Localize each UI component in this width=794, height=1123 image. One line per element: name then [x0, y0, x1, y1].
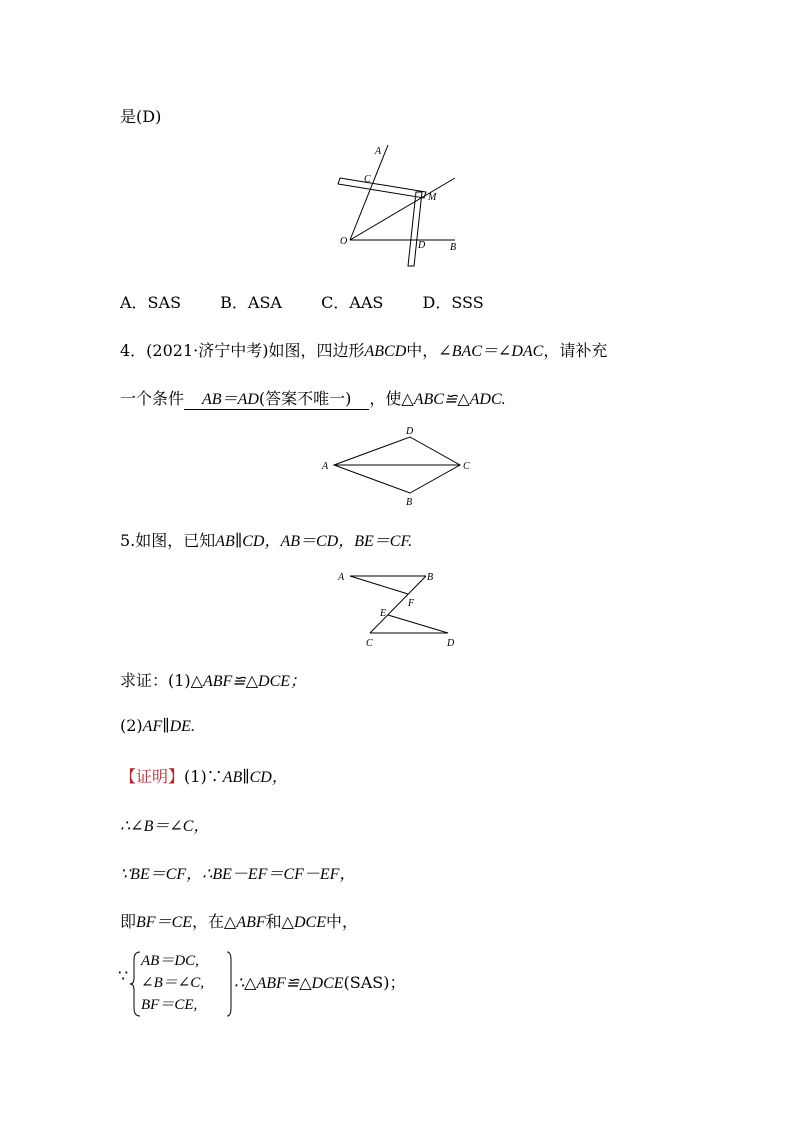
q4-suffix: ，请补充 — [543, 341, 608, 360]
label-b: B — [427, 572, 434, 583]
sys-conclusion-text: ∴△ABF≌△DCE — [234, 975, 344, 992]
proof-l1: AB∥CD， — [222, 769, 288, 786]
label-c: C — [364, 174, 371, 185]
label-a: A — [338, 572, 345, 583]
label-a: A — [322, 461, 329, 472]
q4-congruence: △ABC≌△ADC. — [401, 391, 506, 408]
option-c[interactable]: C．AAS — [321, 293, 384, 312]
label-d: D — [418, 240, 426, 251]
q4-line2-mid: ，使 — [369, 389, 402, 408]
proof-l4c: △DCE — [281, 914, 326, 931]
q4-figure — [318, 425, 478, 510]
prove-1: △ABF≌△DCE； — [190, 673, 307, 690]
proof-l4-prefix: 即 — [120, 912, 137, 931]
q5-prove-1 — [120, 668, 306, 691]
ray-om — [350, 178, 455, 240]
q5-prove-2 — [120, 716, 195, 736]
proof-line-4 — [120, 909, 358, 932]
q4-quad: ABCD — [364, 343, 407, 360]
q4-angle-eq: ∠BAC＝∠DAC — [438, 343, 544, 360]
ruler-2 — [408, 192, 422, 266]
ruler-1 — [338, 178, 426, 198]
label-a: A — [375, 146, 382, 157]
prove-2: AF∥DE. — [142, 718, 195, 735]
option-a[interactable]: A．SAS — [120, 293, 182, 312]
q4-mid: 中， — [406, 341, 439, 360]
sys-conclusion — [234, 970, 405, 993]
segment-af — [350, 576, 408, 594]
prove-2-prefix: (2) — [120, 716, 143, 735]
label-b: B — [450, 242, 457, 253]
proof-l1-prefix: (1)∵ — [184, 767, 223, 786]
q5-line — [120, 528, 412, 551]
proof-line-2: ∴∠B＝∠C， — [120, 818, 210, 835]
q4-line2 — [120, 386, 506, 410]
sys-eq-3: BF＝CE, — [141, 997, 198, 1013]
ray-oa — [350, 145, 388, 240]
proof-l4-and: 和 — [265, 912, 282, 931]
q3-answer-line: 是(D) — [120, 107, 162, 126]
proof-tag: 【证明】 — [120, 767, 185, 786]
option-d[interactable]: D．SSS — [422, 293, 484, 312]
label-o: O — [340, 236, 348, 247]
label-f: F — [408, 598, 415, 609]
q4-prefix: 4．(2021·济宁中考)如图，四边形 — [120, 341, 365, 360]
label-m: M — [428, 192, 437, 203]
sys-eq-2: ∠B＝∠C, — [141, 975, 205, 991]
label-d: D — [406, 426, 414, 437]
q4-blank-answer: AB＝AD — [202, 391, 259, 408]
q4-answer-blank[interactable] — [184, 386, 369, 410]
proof-l4-mid: ，在 — [192, 912, 225, 931]
q5-figure — [334, 566, 464, 651]
q5-given: AB∥CD，AB＝CD，BE＝CF. — [215, 533, 413, 550]
label-c: C — [366, 638, 373, 649]
proof-l4-suffix: 中， — [325, 912, 358, 931]
q3-options — [120, 290, 518, 313]
q4-line1 — [120, 338, 607, 361]
sys-since: ∵ — [118, 966, 129, 985]
q3-figure — [330, 140, 470, 270]
q4-line2-prefix: 一个条件 — [120, 389, 185, 408]
label-b: B — [406, 497, 413, 508]
proof-l4a: BF＝CE — [136, 914, 193, 931]
option-b[interactable]: B．ASA — [220, 293, 282, 312]
segment-ed — [388, 615, 448, 633]
right-brace — [226, 950, 234, 1018]
label-c: C — [463, 461, 470, 472]
proof-line-3: ∵BE＝CF，∴BE－EF＝CF－EF， — [120, 866, 356, 883]
prove-prefix: 求证：(1) — [120, 671, 191, 690]
sys-eq-1: AB＝DC, — [141, 953, 199, 969]
sys-reason: (SAS)； — [343, 973, 406, 992]
label-d: D — [447, 638, 455, 649]
proof-line-1 — [120, 764, 288, 787]
q4-blank-note: (答案不唯一) — [258, 389, 352, 408]
label-e: E — [380, 608, 387, 619]
proof-l4b: △ABF — [224, 914, 266, 931]
q5-prefix: 5.如图，已知 — [120, 531, 216, 550]
